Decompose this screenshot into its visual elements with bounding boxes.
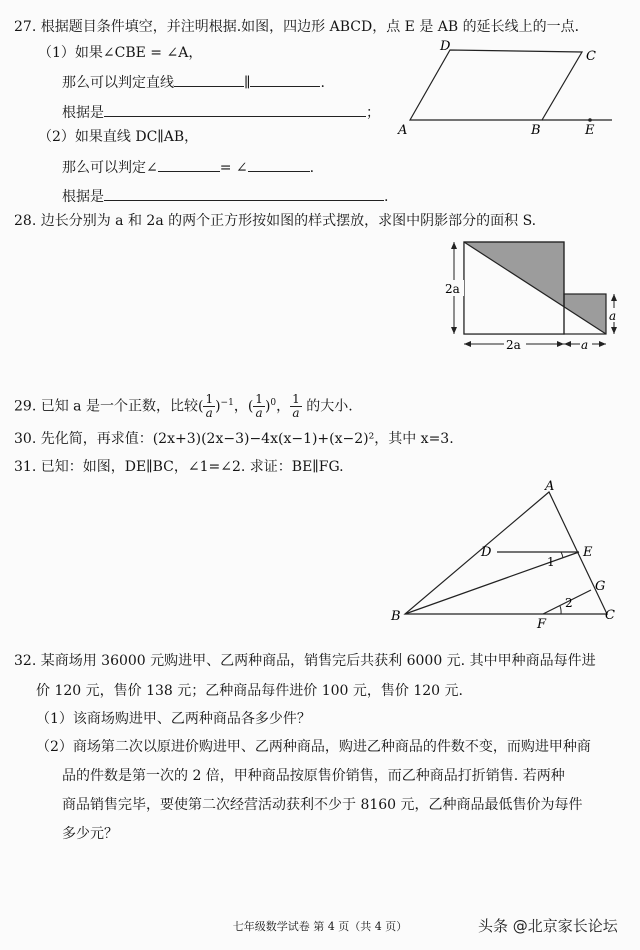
answer-blank xyxy=(174,72,244,87)
fraction-1-over-a: $\frac{1}{a}$ xyxy=(255,392,263,421)
arrow-right xyxy=(599,341,606,347)
label-side-right: a xyxy=(609,309,617,323)
label-d: D xyxy=(440,39,451,54)
answer-blank xyxy=(250,72,320,87)
fraction-1-over-a: $\frac{1}{a}$ xyxy=(205,392,214,421)
q32-part2-line2: 品的件数是第一次的 2 倍，甲种商品按原售价销售，而乙种商品打折销售. 若两种 xyxy=(62,768,565,784)
label-bottom-left: 2a xyxy=(506,338,521,352)
arrow-left xyxy=(464,341,471,347)
fraction-1-over-a: $\frac{1}{a}$ xyxy=(292,392,300,421)
angle-2-arc xyxy=(560,606,561,614)
angle-1-arc xyxy=(561,552,563,558)
q32-part2-line3: 商品销售完毕，要使第二次经营活动获利不少于 8160 元，乙种商品最低售价为每件 xyxy=(62,797,583,813)
label-b: B xyxy=(391,609,401,624)
arrow-right xyxy=(557,341,564,347)
q27-part1-reason: 根据是 ； xyxy=(62,102,380,122)
label-c: C xyxy=(605,608,615,623)
label-e: E xyxy=(583,545,593,560)
arrow-up xyxy=(611,294,617,301)
q30-stem: 30. 先化简，再求值：(2x+3)(2x−3)−4x(x−1)+(x−2)²，其中 x=3. xyxy=(14,431,454,447)
arrow-down xyxy=(451,327,457,334)
answer-blank xyxy=(104,186,384,201)
q27-part1-line: 那么可以判定直线 ∥ . xyxy=(62,72,325,92)
parallelogram-abcd xyxy=(410,50,582,120)
point-e xyxy=(588,118,592,122)
label-bottom-right: a xyxy=(581,338,589,352)
page-footer: 七年级数学试卷 第 4 页（共 4 页） xyxy=(232,920,408,933)
q28-squares-figure xyxy=(440,236,620,354)
q32-part1: （1）该商场购进甲、乙两种商品各多少件？ xyxy=(36,711,311,727)
angle-1-label: 1 xyxy=(547,555,555,569)
arrow-up xyxy=(451,242,457,249)
label-f: F xyxy=(537,617,547,630)
answer-blank xyxy=(104,102,366,117)
q27-part2-reason: 根据是 . xyxy=(62,186,388,206)
q27-stem: 27. 根据题目条件填空，并注明根据.如图，四边形 ABCD，点 E 是 AB 的延长线上的一点． xyxy=(14,19,589,35)
q27-part1-condition: （1）如果∠CBE = ∠A， xyxy=(38,45,203,61)
q27-parallelogram-figure xyxy=(390,38,620,138)
arrow-down xyxy=(611,327,617,334)
angle-2-label: 2 xyxy=(565,596,573,610)
q28-stem: 28. 边长分别为 a 和 2a 的两个正方形按如图的样式摆放，求图中阴影部分的面积 S. xyxy=(14,213,537,229)
label-b: B xyxy=(531,123,541,138)
answer-blank xyxy=(248,157,310,172)
q32-line1: 32. 某商场用 36000 元购进甲、乙两种商品，销售完后共获利 6000 元. 其中甲种商品每件进 xyxy=(14,653,596,669)
label-d: D xyxy=(481,545,492,560)
q32-line2: 价 120 元，售价 138 元；乙种商品每件进价 100 元，售价 120 元. xyxy=(36,683,463,699)
q27-part2-condition: （2）如果直线 DC∥AB， xyxy=(38,129,199,145)
label-a: A xyxy=(398,123,408,138)
arrow-left xyxy=(564,341,571,347)
watermark: 头条 @北京家长论坛 xyxy=(478,917,618,935)
q31-triangle-figure xyxy=(385,480,625,630)
label-c: C xyxy=(586,49,596,64)
label-g: G xyxy=(595,579,606,594)
answer-blank xyxy=(158,157,220,172)
q29-stem: 29. 已知 a 是一个正数，比较( $\frac{1}{a}$ )$^{-1}$，( $\frac{1}{a}$ )$^0$， $\frac{1}{a}$ 的大小. xyxy=(14,392,353,421)
q32-part2-line1: （2）商场第二次以原进价购进甲、乙两种商品，购进乙种商品的件数不变，而购进甲种商 xyxy=(36,739,591,755)
label-side-left: 2a xyxy=(445,282,460,296)
label-a: A xyxy=(545,480,555,494)
label-e: E xyxy=(585,123,595,138)
q32-part2-line4: 多少元？ xyxy=(62,826,118,842)
q31-stem: 31. 已知：如图，DE∥BC，∠1=∠2. 求证：BE∥FG. xyxy=(14,459,344,475)
q27-part2-line: 那么可以判定∠ = ∠ . xyxy=(62,157,314,177)
